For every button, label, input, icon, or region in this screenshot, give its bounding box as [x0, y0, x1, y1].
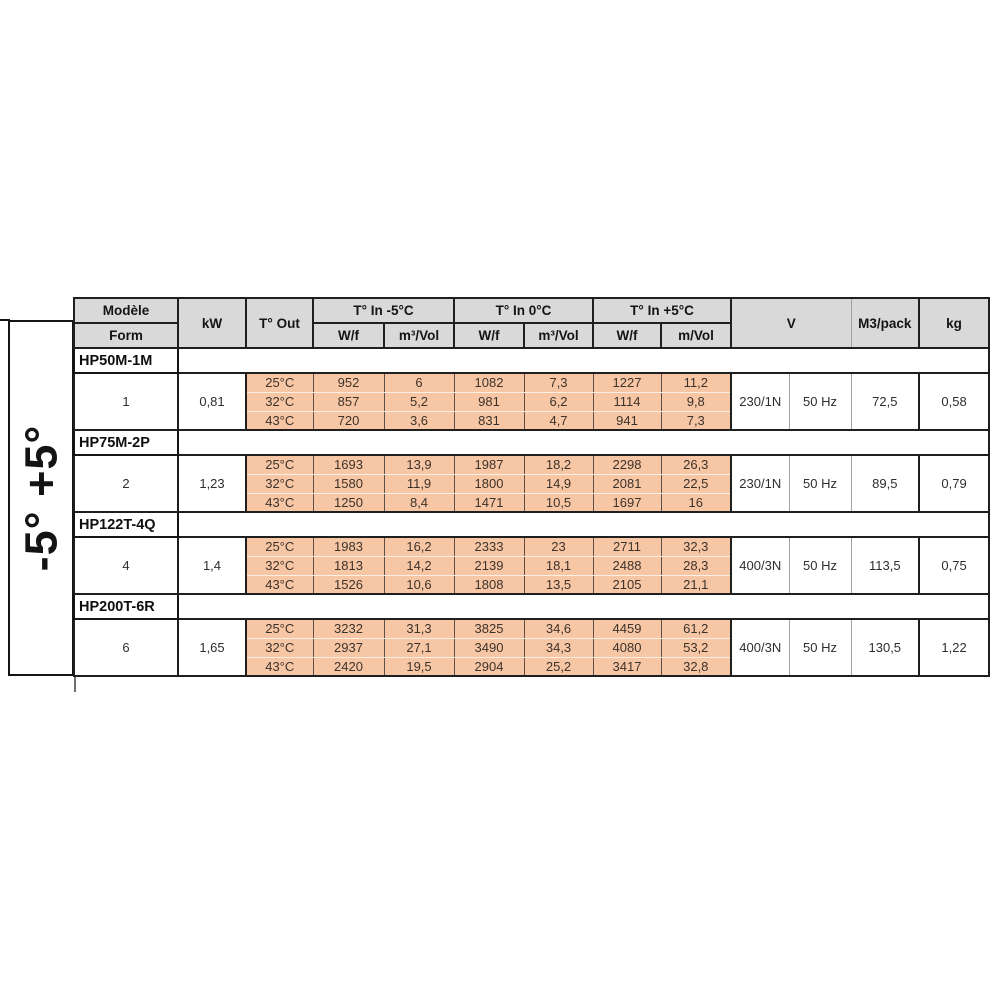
header-modele: Modèle — [74, 298, 178, 323]
t-out-cell: 25°C — [246, 619, 313, 638]
value-cell: 10,6 — [384, 575, 454, 594]
header-t-in-0: T° In 0°C — [454, 298, 593, 323]
temperature-range-side-label — [8, 320, 74, 676]
value-cell: 1250 — [313, 493, 384, 512]
value-cell: 1983 — [313, 537, 384, 556]
value-cell: 5,2 — [384, 392, 454, 411]
form-cell: 6 — [74, 619, 178, 676]
value-cell: 28,3 — [661, 556, 731, 575]
value-cell: 3417 — [593, 657, 661, 676]
value-cell: 6 — [384, 373, 454, 392]
spec-table — [73, 297, 990, 677]
value-cell: 1808 — [454, 575, 524, 594]
value-cell: 11,9 — [384, 474, 454, 493]
t-out-cell: 43°C — [246, 411, 313, 430]
value-cell: 720 — [313, 411, 384, 430]
header-row-1 — [74, 298, 989, 323]
value-cell: 2081 — [593, 474, 661, 493]
value-cell: 1580 — [313, 474, 384, 493]
value-cell: 22,5 — [661, 474, 731, 493]
value-cell: 10,5 — [524, 493, 593, 512]
value-cell: 13,5 — [524, 575, 593, 594]
value-cell: 2904 — [454, 657, 524, 676]
header-kw: kW — [178, 298, 246, 348]
header-voltage: V — [731, 298, 851, 348]
header-wf-0: W/f — [454, 323, 524, 348]
value-cell: 1526 — [313, 575, 384, 594]
m3-pack-cell: 72,5 — [851, 373, 919, 430]
model-name: HP50M-1M — [74, 348, 178, 373]
side-label-text: -5° +5° — [15, 424, 66, 572]
header-t-out: T° Out — [246, 298, 313, 348]
kw-cell: 0,81 — [178, 373, 246, 430]
header-wf-minus5: W/f — [313, 323, 384, 348]
m3-pack-cell: 89,5 — [851, 455, 919, 512]
frequency-cell: 50 Hz — [789, 619, 851, 676]
t-out-cell: 25°C — [246, 455, 313, 474]
voltage-cell: 400/3N — [731, 619, 789, 676]
value-cell: 18,1 — [524, 556, 593, 575]
value-cell: 1693 — [313, 455, 384, 474]
value-cell: 16 — [661, 493, 731, 512]
header-form: Form — [74, 323, 178, 348]
value-cell: 2711 — [593, 537, 661, 556]
value-cell: 2488 — [593, 556, 661, 575]
value-cell: 6,2 — [524, 392, 593, 411]
value-cell: 3825 — [454, 619, 524, 638]
model-name: HP75M-2P — [74, 430, 178, 455]
value-cell: 13,9 — [384, 455, 454, 474]
value-cell: 4,7 — [524, 411, 593, 430]
data-row — [74, 455, 989, 474]
t-out-cell: 43°C — [246, 575, 313, 594]
value-cell: 1471 — [454, 493, 524, 512]
value-cell: 32,8 — [661, 657, 731, 676]
t-out-cell: 32°C — [246, 638, 313, 657]
value-cell: 34,3 — [524, 638, 593, 657]
value-cell: 1813 — [313, 556, 384, 575]
value-cell: 11,2 — [661, 373, 731, 392]
value-cell: 7,3 — [524, 373, 593, 392]
model-row — [74, 512, 989, 537]
frequency-cell: 50 Hz — [789, 373, 851, 430]
value-cell: 2937 — [313, 638, 384, 657]
voltage-cell: 230/1N — [731, 455, 789, 512]
value-cell: 4459 — [593, 619, 661, 638]
t-out-cell: 32°C — [246, 474, 313, 493]
value-cell: 2105 — [593, 575, 661, 594]
header-m3-pack: M3/pack — [851, 298, 919, 348]
form-cell: 1 — [74, 373, 178, 430]
frequency-cell: 50 Hz — [789, 537, 851, 594]
model-row — [74, 348, 989, 373]
t-out-cell: 25°C — [246, 373, 313, 392]
data-row — [74, 537, 989, 556]
value-cell: 14,9 — [524, 474, 593, 493]
value-cell: 7,3 — [661, 411, 731, 430]
model-name: HP200T-6R — [74, 594, 178, 619]
value-cell: 8,4 — [384, 493, 454, 512]
header-t-in-plus5: T° In +5°C — [593, 298, 731, 323]
value-cell: 34,6 — [524, 619, 593, 638]
value-cell: 16,2 — [384, 537, 454, 556]
value-cell: 981 — [454, 392, 524, 411]
value-cell: 1082 — [454, 373, 524, 392]
header-m3vol-minus5: m³/Vol — [384, 323, 454, 348]
value-cell: 25,2 — [524, 657, 593, 676]
value-cell: 1800 — [454, 474, 524, 493]
model-row — [74, 430, 989, 455]
value-cell: 32,3 — [661, 537, 731, 556]
header-wf-plus5: W/f — [593, 323, 661, 348]
data-row — [74, 619, 989, 638]
value-cell: 14,2 — [384, 556, 454, 575]
value-cell: 26,3 — [661, 455, 731, 474]
model-row-spacer — [178, 594, 989, 619]
voltage-cell: 230/1N — [731, 373, 789, 430]
value-cell: 9,8 — [661, 392, 731, 411]
model-row-spacer — [178, 512, 989, 537]
kg-cell: 0,75 — [919, 537, 989, 594]
value-cell: 2420 — [313, 657, 384, 676]
value-cell: 1697 — [593, 493, 661, 512]
value-cell: 27,1 — [384, 638, 454, 657]
form-cell: 2 — [74, 455, 178, 512]
frequency-cell: 50 Hz — [789, 455, 851, 512]
value-cell: 1227 — [593, 373, 661, 392]
t-out-cell: 43°C — [246, 493, 313, 512]
header-m3vol-0: m³/Vol — [524, 323, 593, 348]
value-cell: 21,1 — [661, 575, 731, 594]
kg-cell: 0,79 — [919, 455, 989, 512]
voltage-cell: 400/3N — [731, 537, 789, 594]
value-cell: 1987 — [454, 455, 524, 474]
kw-cell: 1,65 — [178, 619, 246, 676]
model-row — [74, 594, 989, 619]
kw-cell: 1,4 — [178, 537, 246, 594]
value-cell: 3,6 — [384, 411, 454, 430]
t-out-cell: 43°C — [246, 657, 313, 676]
kw-cell: 1,23 — [178, 455, 246, 512]
value-cell: 952 — [313, 373, 384, 392]
value-cell: 941 — [593, 411, 661, 430]
t-out-cell: 32°C — [246, 392, 313, 411]
t-out-cell: 25°C — [246, 537, 313, 556]
m3-pack-cell: 130,5 — [851, 619, 919, 676]
t-out-cell: 32°C — [246, 556, 313, 575]
header-kg: kg — [919, 298, 989, 348]
model-name: HP122T-4Q — [74, 512, 178, 537]
value-cell: 2298 — [593, 455, 661, 474]
scan-tick-artifact — [74, 677, 76, 692]
value-cell: 2139 — [454, 556, 524, 575]
value-cell: 831 — [454, 411, 524, 430]
form-cell: 4 — [74, 537, 178, 594]
m3-pack-cell: 113,5 — [851, 537, 919, 594]
value-cell: 23 — [524, 537, 593, 556]
value-cell: 2333 — [454, 537, 524, 556]
header-mvol-plus5: m/Vol — [661, 323, 731, 348]
value-cell: 19,5 — [384, 657, 454, 676]
kg-cell: 1,22 — [919, 619, 989, 676]
value-cell: 18,2 — [524, 455, 593, 474]
kg-cell: 0,58 — [919, 373, 989, 430]
value-cell: 857 — [313, 392, 384, 411]
value-cell: 31,3 — [384, 619, 454, 638]
data-row — [74, 373, 989, 392]
value-cell: 3490 — [454, 638, 524, 657]
header-t-in-minus5: T° In -5°C — [313, 298, 454, 323]
model-row-spacer — [178, 348, 989, 373]
value-cell: 53,2 — [661, 638, 731, 657]
value-cell: 61,2 — [661, 619, 731, 638]
value-cell: 3232 — [313, 619, 384, 638]
model-row-spacer — [178, 430, 989, 455]
value-cell: 1114 — [593, 392, 661, 411]
value-cell: 4080 — [593, 638, 661, 657]
